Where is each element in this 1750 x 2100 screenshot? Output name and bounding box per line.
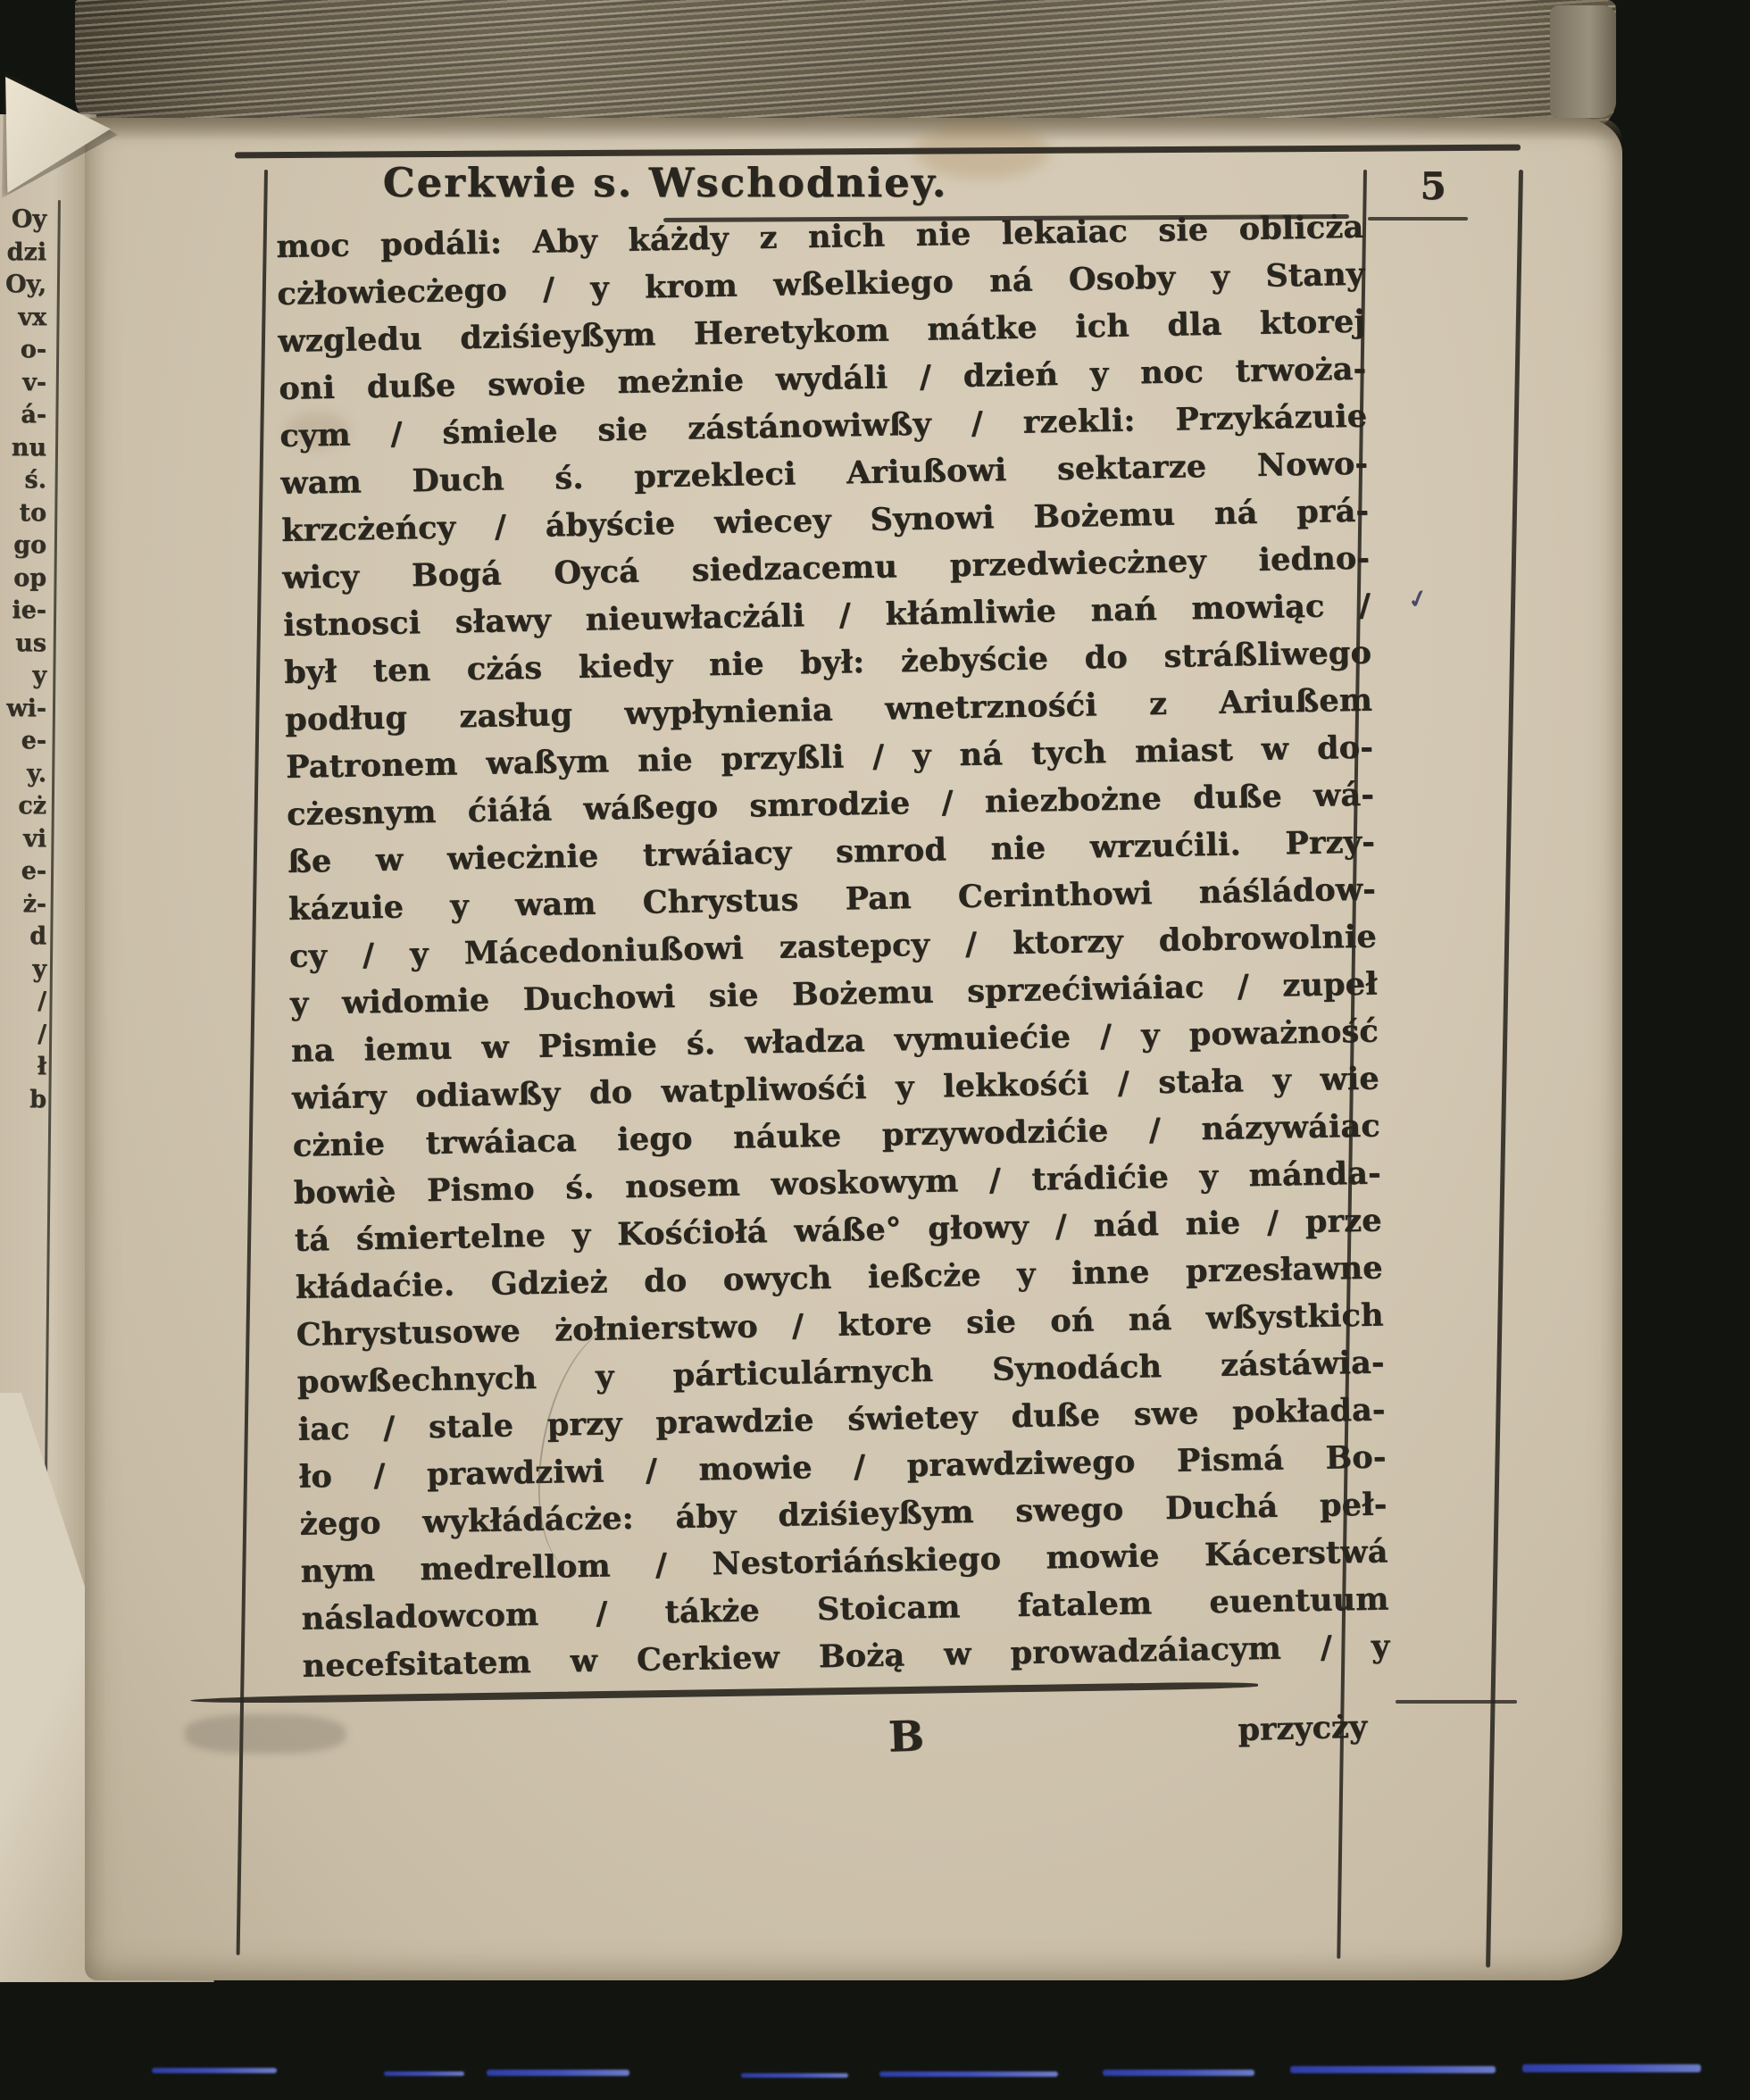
text-line: iac / stale przy prawdzie świetey duße swe pokłada- <box>297 1391 1386 1448</box>
text-line: wzgledu dziśieyßym Heretykom mátke ich dla ktorej <box>277 303 1366 360</box>
text-line: powßechnych y párticulárnych Synodách zástáwia- <box>296 1344 1385 1401</box>
text-line: istnosci sławy nieuwłacżáli / kłámliwie nań mowiąc / <box>282 587 1371 644</box>
facing-fragment: Oy, <box>4 271 46 298</box>
page-top-shadow <box>85 118 1622 141</box>
marginal-pen-mark: ✓ <box>1404 583 1432 616</box>
text-line: moc podáli: Aby káżdy z nich nie lekaiac sie oblicża <box>276 208 1364 265</box>
board-blue-highlight <box>1103 2070 1254 2076</box>
facing-fragment: y <box>32 954 46 983</box>
facing-fragment: cż <box>18 792 46 820</box>
page-number: 5 <box>1420 164 1446 208</box>
facing-fragment: us <box>15 629 46 657</box>
text-line: wiáry odiawßy do watpliwośći y lekkośći / stała y wie <box>291 1060 1380 1117</box>
board-blue-highlight <box>152 2068 277 2073</box>
board-blue-highlight <box>1522 2064 1701 2072</box>
text-line: y widomie Duchowi sie Bożemu sprzećiwiáiac / zupeł <box>289 965 1379 1022</box>
text-line: Patronem waßym nie przyßli / y ná tych miast w do- <box>285 729 1374 786</box>
facing-fragment: dzi <box>6 238 46 266</box>
facing-fragments <box>0 204 46 1116</box>
facing-fragment: wi- <box>6 694 46 722</box>
text-line: kłádaćie. Gdzież do owych ießcże y inne przesławne <box>295 1249 1383 1306</box>
text-column-left-rule <box>237 170 268 1955</box>
text-line: wicy Bogá Oycá siedzacemu przedwiecżney iedno- <box>281 539 1371 596</box>
facing-fragment: to <box>19 498 46 527</box>
facing-fragment: o- <box>20 336 46 363</box>
facing-fragment: b <box>29 1085 46 1113</box>
facing-fragment: ie- <box>12 596 46 624</box>
facing-fragment: vx <box>18 303 46 331</box>
board-blue-highlight <box>741 2073 848 2078</box>
facing-fragment: go <box>13 531 46 559</box>
board-blue-highlight <box>384 2071 464 2076</box>
text-line: krzcżeńcy / ábyście wiecey Synowi Bożemu ná prá- <box>280 492 1370 549</box>
text-line: cżesnym ćiáłá wáßego smrodzie / niezbożne duße wá- <box>286 776 1375 833</box>
facing-fragment: / <box>38 1020 46 1048</box>
catchword: przycży <box>1237 1708 1368 1749</box>
margin-column-outer-rule <box>1486 170 1523 1968</box>
facing-fragment: d <box>29 922 46 950</box>
facing-fragment: e- <box>21 857 46 885</box>
facing-fragment: y. <box>27 759 46 788</box>
text-line: násladowcom / tákże Stoicam fatalem euentuum <box>301 1580 1389 1638</box>
facing-fragment: v- <box>22 368 46 396</box>
text-line: na iemu w Pismie ś. władza vymuiećie / y poważność <box>290 1012 1379 1070</box>
facing-fragment: / <box>38 988 46 1015</box>
running-header: Cerkwie s. Wschodniey. <box>382 159 948 206</box>
text-line: kázuie y wam Chrystus Pan Cerinthowi náśládow- <box>288 871 1377 928</box>
facing-page-strip <box>0 114 96 1982</box>
book-page <box>85 118 1622 1980</box>
facing-fragment: ż- <box>22 889 46 918</box>
facing-fragment: vi <box>23 824 46 853</box>
facing-fragment: ł <box>37 1053 46 1080</box>
header-rule <box>235 145 1521 159</box>
text-line: cy / y Mácedoniußowi zastepcy / ktorzy dobrowolnie <box>288 918 1378 975</box>
signature-mark: B <box>888 1712 925 1762</box>
facing-fragment: nu <box>11 433 46 462</box>
text-line: był ten cżás kiedy nie był: żebyście do stráßliwego <box>283 634 1372 691</box>
body-text <box>276 209 1390 1696</box>
facing-fragment: y <box>32 662 46 689</box>
book-top-edge <box>75 0 1616 127</box>
text-line: bowiè Pismo ś. nosem woskowym / trádićie y mánda- <box>293 1154 1381 1212</box>
text-line: podług zasług wypłynienia wnetrznośći z Ariußem <box>284 681 1373 738</box>
board-blue-highlight <box>1290 2066 1496 2073</box>
text-line: necefsitatem w Cerkiew Bożą w prowadzáiacym / y <box>302 1628 1390 1685</box>
page-number-underline-rule <box>1368 217 1468 221</box>
facing-fragment: e- <box>21 727 46 754</box>
text-line: żego wykłádácże: áby dziśieyßym swego Duchá peł- <box>299 1486 1388 1543</box>
facing-fragment: á- <box>21 401 46 429</box>
text-line: ło / prawdziwi / mowie / prawdziwego Pismá Bo- <box>298 1438 1387 1496</box>
text-line: tá śmiertelne y Kośćiołá wáße° głowy / nád nie / prze <box>294 1202 1382 1259</box>
board-blue-highlight <box>879 2071 1058 2077</box>
text-line: cym / śmiele sie zástánowiwßy / rzekli: Przykázuie <box>279 397 1368 454</box>
text-line: ße w wiecżnie trwáiacy smrod nie wrzućili. Przy- <box>287 823 1376 880</box>
board-blue-highlight <box>487 2070 629 2076</box>
margin-column-bottom-rule <box>1396 1700 1517 1704</box>
text-line: cżłowiecżego / y krom wßelkiego ná Osoby y Stany <box>276 255 1365 312</box>
text-line: Chrystusowe żołnierstwo / ktore sie oń ná wßystkich <box>296 1296 1384 1354</box>
ink-smudge <box>185 1714 346 1754</box>
text-line: cżnie trwáiaca iego náuke przywodzićie / názywáiac <box>292 1107 1381 1164</box>
facing-fragment: ś. <box>24 466 46 494</box>
facing-fragment: Oy <box>11 205 46 233</box>
text-line: oni duße swoie meżnie wydáli / dzień y noc trwoża- <box>278 350 1367 407</box>
book-top-edge-curl <box>1550 5 1616 118</box>
text-line: wam Duch ś. przekleci Ariußowi sektarze Nowo- <box>279 445 1369 502</box>
facing-fragment: op <box>13 563 46 592</box>
text-line: nym medrellom / Nestoriáńskiego mowie Kácerstwá <box>300 1533 1388 1590</box>
